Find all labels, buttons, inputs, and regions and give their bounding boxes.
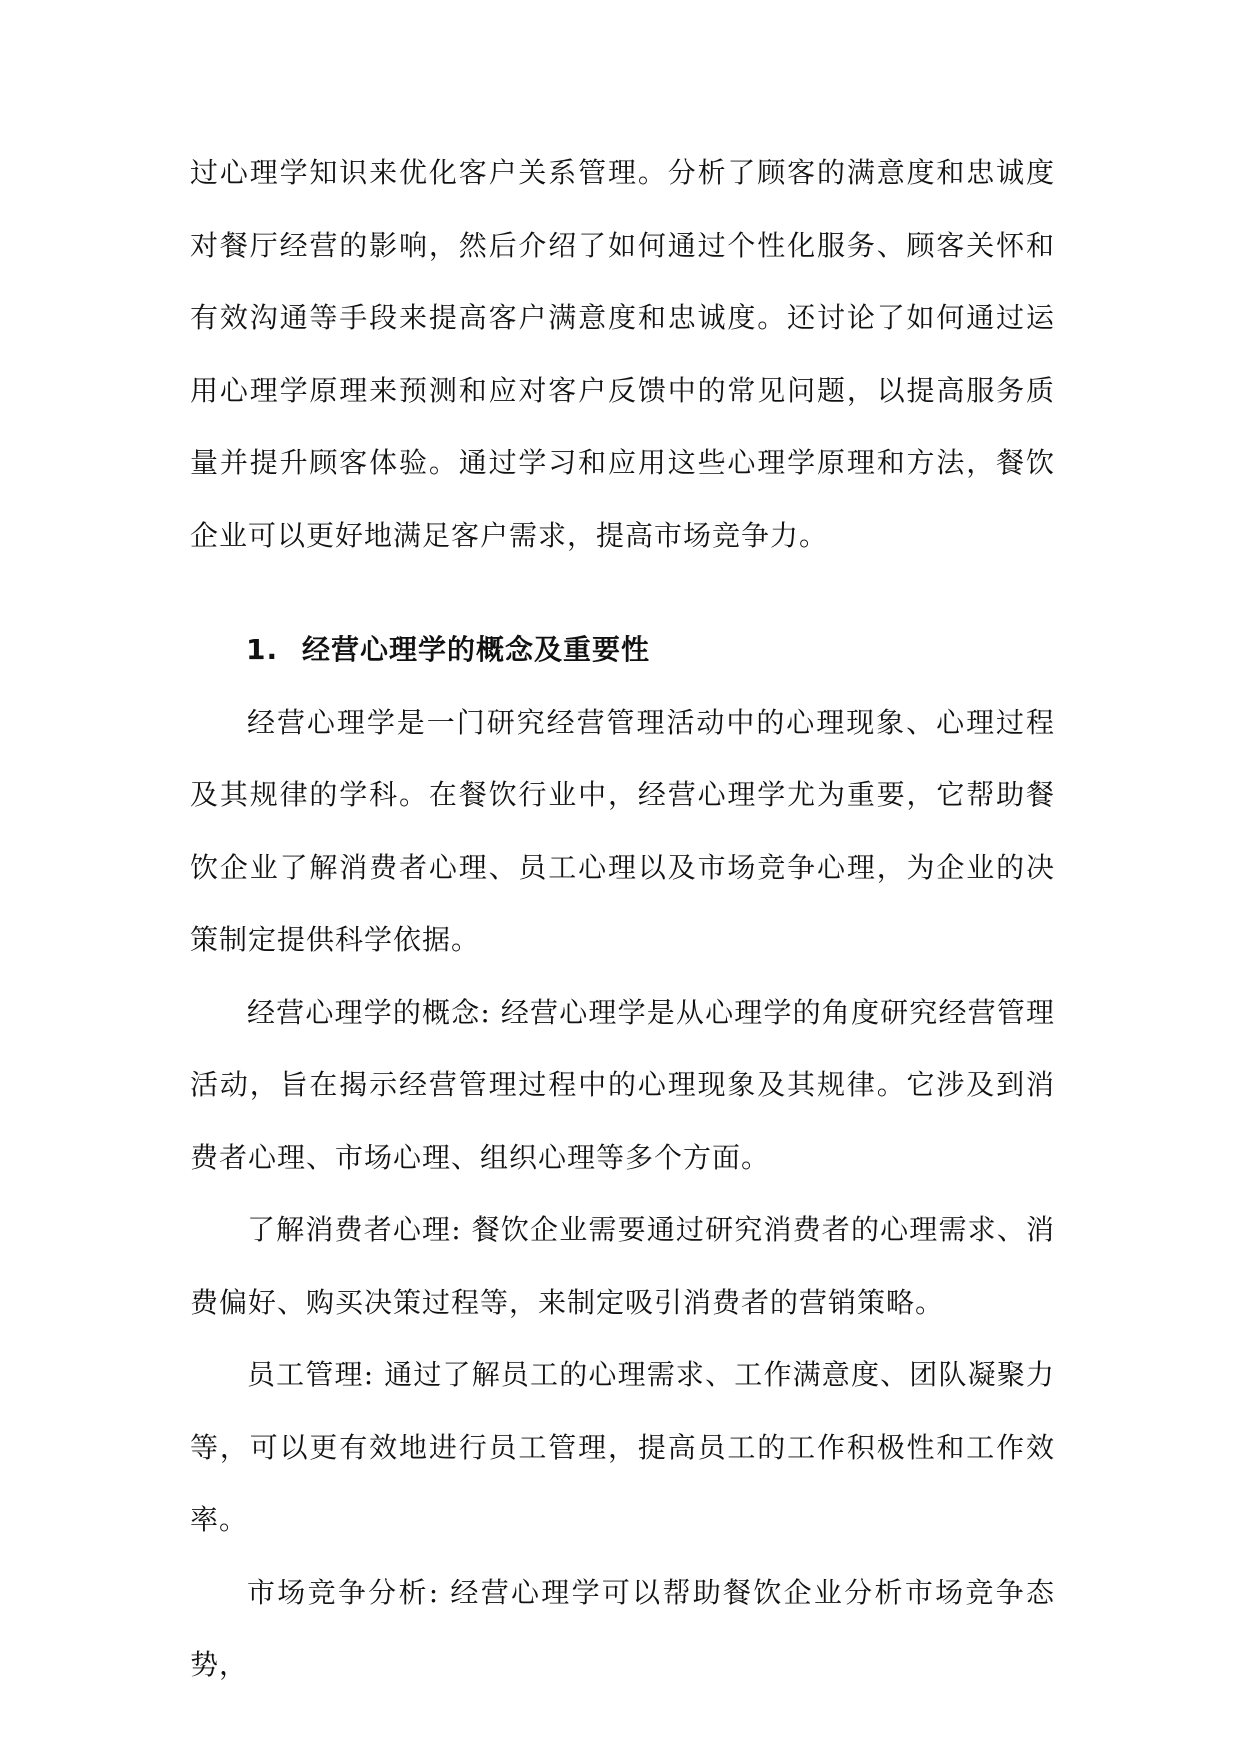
document-page [190,137,1055,1702]
paragraph-continued: 过心理学知识来优化客户关系管理。分析了顾客的满意度和忠诚度对餐厅经营的影响，然后介绍了如何通过个性化服务、顾客关怀和有效沟通等手段来提高客户满意度和忠诚度。还讨论了如何通过运用心理学原理来预测和应对客户反馈中的常见问题，以提高服务质量并提升顾客体验。通过学习和应用这些心理学原理和方法，餐饮企业可以更好地满足客户需求，提高市场竞争力。 [190,156,1055,552]
paragraph-4: 员工管理: 通过了解员工的心理需求、工作满意度、团队凝聚力等，可以更有效地进行员工管理，提高员工的工作积极性和工作效率。 [190,1358,1055,1536]
section-gap [190,572,1055,614]
paragraph-2: 经营心理学的概念: 经营心理学是从心理学的角度研究经营管理活动，旨在揭示经营管理过程中的心理现象及其规律。它涉及到消费者心理、市场心理、组织心理等多个方面。 [190,995,1055,1174]
section-number: 1. [246,633,279,666]
section-heading [190,614,1055,687]
paragraph-5: 市场竞争分析: 经营心理学可以帮助餐饮企业分析市场竞争态势， [190,1575,1055,1681]
section-title: 经营心理学的概念及重要性 [302,633,651,666]
paragraph-3: 了解消费者心理: 餐饮企业需要通过研究消费者的心理需求、消费偏好、购买决策过程等，来制定吸引消费者的营销策略。 [190,1213,1055,1319]
paragraph-1: 经营心理学是一门研究经营管理活动中的心理现象、心理过程及其规律的学科。在餐饮行业中，经营心理学尤为重要，它帮助餐饮企业了解消费者心理、员工心理以及市场竞争心理，为企业的决策制定提供科学依据。 [190,705,1055,956]
